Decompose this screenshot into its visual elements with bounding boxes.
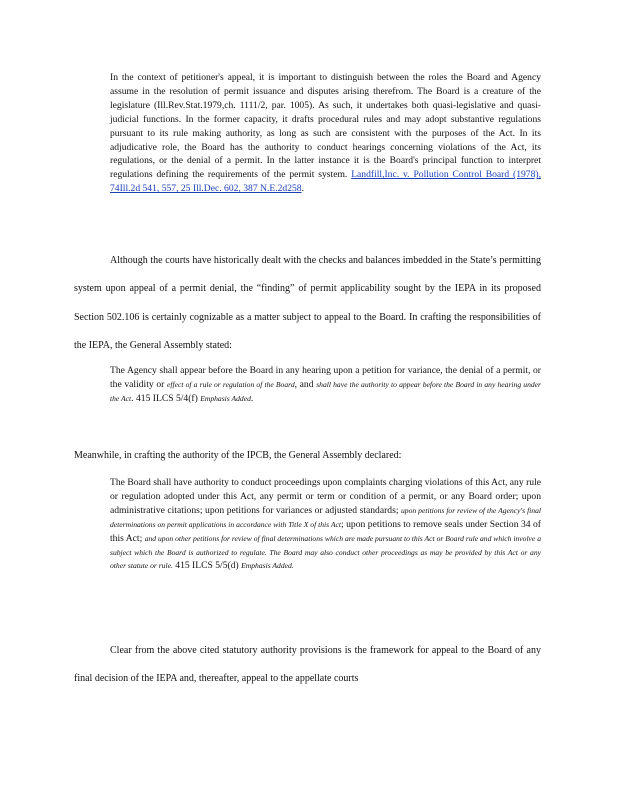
- paragraph-framework: Clear from the above cited statutory authority provisions is the framework for appeal to the Board of any final decision of the IEPA and, thereafter, appeal to the appellate courts: [74, 645, 541, 685]
- quote-italic: and upon other petitions for review of final determinations which are made pursuant to this Act or Board rule and which involve a subject which the Board is authorized to regulate. The Board may also conduct other proceedings as may be provided by this Act or any other statute or rule.: [110, 533, 541, 571]
- quote-text: The Board shall have authority to conduct proceedings upon complaints charging violations of this Act, any rule or regulation adopted under this Act, any permit or term or condition of a permit, or any Board order; upon administrative citations; upon petitions for variances or adjusted standards;: [110, 477, 541, 516]
- quote-end: .: [250, 392, 254, 404]
- quote-citation: . 415 ILCS 5/4(f): [131, 392, 198, 404]
- emphasis-note: Emphasis Added: [200, 393, 251, 403]
- case-citation-link[interactable]: Landfill,Inc. v. Pollution Control Board (1978), 74Ill.2d 541, 557, 25 Ill.Dec. 602, 387 N.E.2d258: [110, 169, 541, 195]
- block-quote-agency: [110, 364, 541, 406]
- quote-text: ; upon petitions to remove seals under Section 34 of this Act;: [110, 518, 541, 544]
- emphasis-note: Emphasis Added.: [241, 561, 294, 571]
- quote-italic: shall have the authority to appear before the Board in any hearing under the Act: [110, 379, 541, 403]
- paragraph-board-agency-roles: [110, 71, 541, 196]
- quote-italic: upon petitions for review of the Agency's final determinations on permit applications in accordance with Title X of this Act: [110, 505, 541, 529]
- quote-text: , and: [294, 378, 314, 390]
- quote-italic: effect of a rule or regulation of the Board: [167, 379, 295, 389]
- paragraph-meanwhile: Meanwhile, in crafting the authority of the IPCB, the General Assembly declared:: [74, 450, 402, 461]
- paragraph-permit-appeal: Although the courts have historically dealt with the checks and balances imbedded in the State’s permitting system upon appeal of a permit denial, the “finding” of permit applicability sought by the IEPA in its proposed Section 502.106 is certainly cognizable as a matter subject to appeal to the Board. In crafting the responsibilities of the IEPA, the General Assembly stated:: [74, 255, 541, 351]
- paragraph-end: .: [301, 183, 304, 195]
- paragraph-text: In the context of petitioner's appeal, it is important to distinguish between the roles the Board and Agency assume in the resolution of permit issuance and disputes arising therefrom. The Board is a creature of the legislature (Ill.Rev.Stat.1979,ch. 1111/2, par. 1005). As such, it undertakes both quasi-legislative and quasi-judicial functions. In the former capacity, it drafts procedural rules and may adopt substantive regulations pursuant to its rule making authority, as long as such are consistent with the purposes of the Act. In its adjudicative role, the Board has the authority to conduct hearings concerning violations of the Act, its regulations, or the denial of a permit. In the latter instance it is the Board's principal function to interpret regulations defining the requirements of the permit system.: [110, 72, 541, 181]
- quote-text: The Agency shall appear before the Board in any hearing upon a petition for variance, the denial of a permit, or the validity or: [110, 365, 541, 390]
- block-quote-board: [110, 476, 541, 573]
- quote-citation: 415 ILCS 5/5(d): [175, 560, 239, 572]
